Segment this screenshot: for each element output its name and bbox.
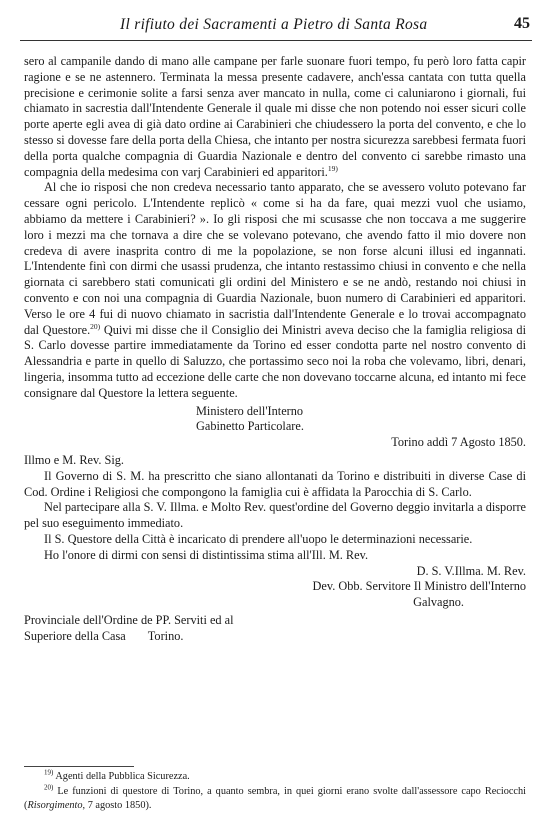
cabinet-line: Gabinetto Particolare. [196,419,304,434]
signature-line-3: Galvagno. [413,595,464,610]
addressee-house: Superiore della Casa [24,628,126,643]
paragraph-2 [24,180,526,401]
letter-signature [24,564,526,611]
letter-paragraph-4: Ho l'onore di dirmi con sensi di distintissima stima all'Ill. M. Rev. [44,547,369,562]
addressee-city: Torino. [147,628,184,643]
footnote-20 [24,785,526,814]
running-title: Il rifiuto dei Sacramenti a Pietro di Santa Rosa [120,16,428,33]
footnote-19 [24,770,526,785]
footnote-19-text: Agenti della Pubblica Sicurezza. [55,771,190,782]
footnote-20-source: Risorgimento [27,800,83,811]
footnote-20-date: , 7 agosto 1850). [82,800,152,811]
letter-heading [196,404,526,436]
footnote-rule [24,766,134,767]
paragraph-1-text: sero al campanile dando di mano alle campane per farle suonare fuori tempo, fu però loro fatta capir ragione e se ne astennero. Terminata la messa presente cadavere, anch'essa cantata con tutta quella precisione e cerimonie solite a farsi senza aver mancato in nulla, come ci caluniarono i giornali, fui chiamato in sacrestia dall'Intendente Generale il quale mi disse che non potendo noi esser sicuri colle porte aperte egli avea di già dato ordine ai Carabinieri che chiudessero la porta del convento, e che lo stesso si dovesse fare della porta della Chiesa, che intanto per nostra sicurezza sarebbesi fermata fuori della porta qualche compagnia di Guardia Nazionale e dentro del convento ci sarebbe rimasto una compagnia della medesima con varj Carabinieri ed apparitori. [24,54,526,179]
ministry-line: Ministero dell'Interno [196,403,304,418]
footnote-20-number: 20) [44,783,54,792]
letter-paragraph-2: Nel partecipare alla S. V. Illma. e Molto Rev. quest'ordine del Governo deggio invitarla a disporre pel suo eseguimento immediato. [24,500,526,531]
footnotes [24,770,526,814]
addressee-line-1: Provinciale dell'Ordine de PP. Serviti ed al [24,612,234,627]
footnote-ref-20[interactable]: 20) [90,321,101,331]
letter-salutation: Illmo e M. Rev. Sig. [24,452,124,467]
paragraph-2-text-a: Al che io risposi che non credeva necessario tanto apparato, che se avessero voluto potevano far cessare ogni pericolo. L'Intendente replicò « come si ha da fare, quai mezzi vuol che usiamo, abbiamo da mettere i Carabinieri? ». Io gli risposi che mi scusasse che non toccava a me suggerire loro i mezzi ma che tornava a dire che se volevano potevano, che avendo fatto il mio dovere non credeva di avere inasprita contro di me la popolazione, se non forse alcuni illusi ed ingannati. L'Intendente finì con dirmi che usassi prudenza, che intanto restassimo chiusi in convento e che nella giornata ci sarebbero stati comunicati gli ordini del Ministero e se ne andò, restando noi chiusi in convento e con noi una compagnia di Guardia Nazionale, buon numero di Carabinieri ed apparitori. Verso le ore 4 fui di nuovo chiamato in sacristia dall'Intendente Generale e lo trovai accompagnato dal Questore. [24,180,526,337]
letter-paragraph-3: Il S. Questore della Città è incaricato di prendere all'uopo le determinazioni necessarie. [44,531,473,546]
footnote-20-text: Le funzioni di questore di Torino, a quanto sembra, in quei giorni erano svolte dall'assessore capo Reciocchi ( [24,785,526,811]
footnote-ref-19[interactable]: 19) [327,163,338,173]
footnote-19-number: 19) [44,768,54,777]
addressee-line-2 [24,629,526,645]
letter-date: Torino addì 7 Agosto 1850. [391,435,526,450]
signature-line-1: D. S. V.Illma. M. Rev. [416,563,526,578]
letter-paragraph-1: Il Governo di S. M. ha prescritto che siano allontanati da Torino e distribuiti in diverse Case di Cod. Ordine i Religiosi che compongono la famiglia cui è affidata la Parocchia di S. Carlo. [24,468,526,499]
main-text [24,54,526,644]
signature-line-2: Dev. Obb. Servitore Il Ministro dell'Interno [312,579,526,594]
paragraph-1 [24,54,526,180]
letter-addressee [24,613,526,645]
running-header [20,14,532,41]
paragraph-2-text-b: Quivi mi disse che il Consiglio dei Ministri aveva deciso che la famiglia religiosa di S. Carlo dovesse partire immediatamente da Torino ed esser condotta parte nel nostro convento di Alessandria e parte in quello di Saluzzo, che portassimo seco noi la roba che volevamo, libri, denari, lingeria, insomma tutto ad eccezione delle carte che non dovevano toccarne alcuna, ed intanto mi fece consignare dal Questore la lettera seguente. [24,322,526,400]
page-number: 45 [514,15,530,32]
